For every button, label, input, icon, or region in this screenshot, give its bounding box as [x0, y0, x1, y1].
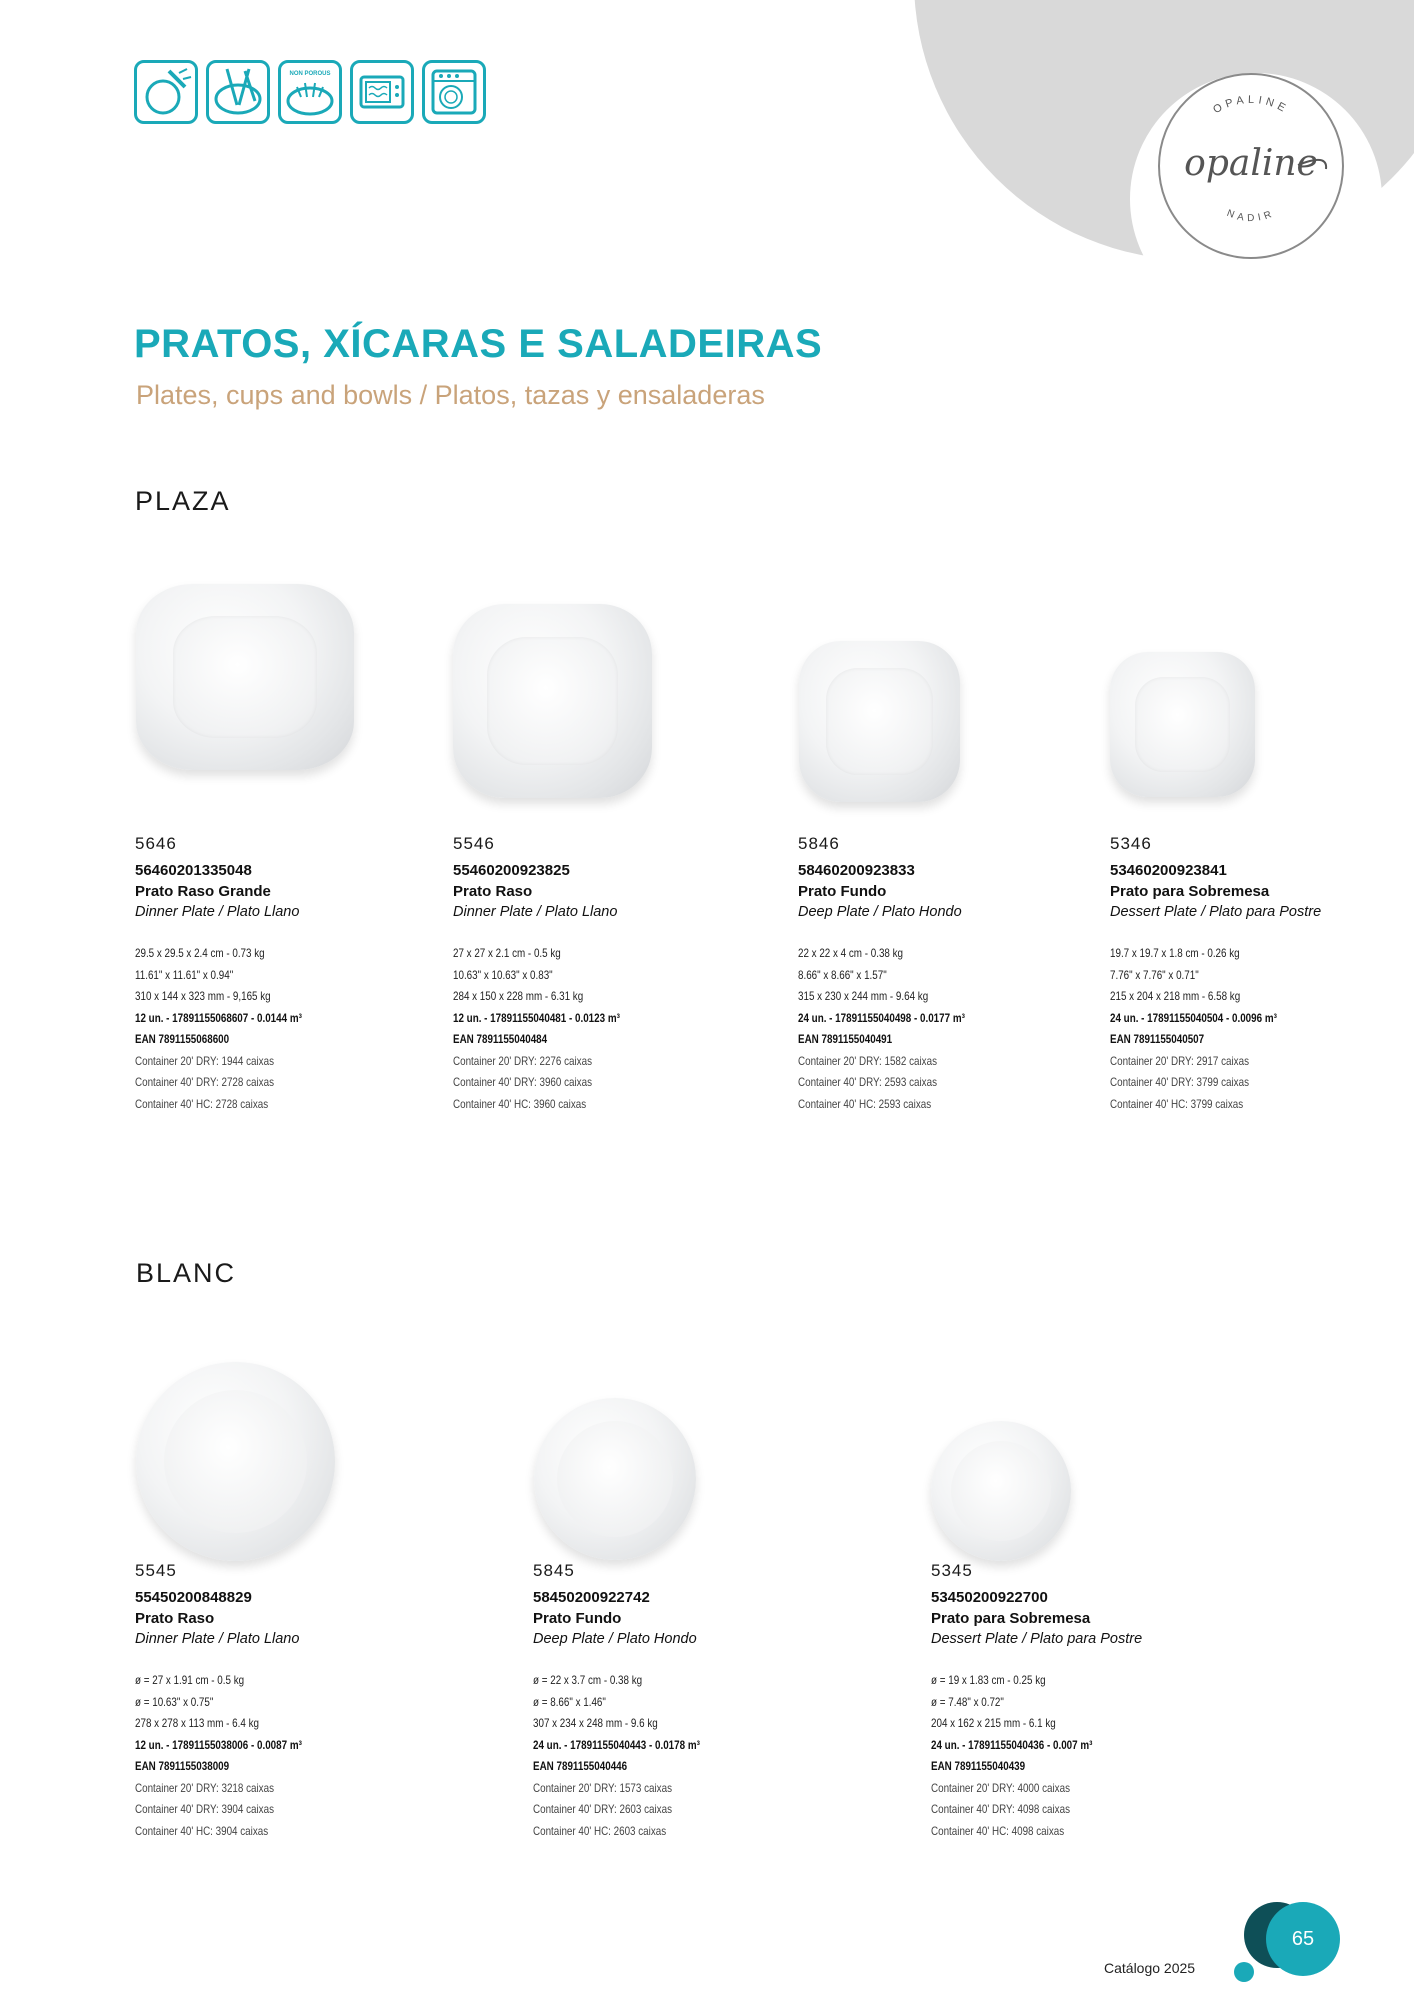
- product-translation: Deep Plate / Plato Hondo: [798, 904, 962, 920]
- non-porous-label: NON POROUS: [289, 71, 331, 77]
- product-ref: 58460200923833: [798, 862, 915, 879]
- spec-ean: EAN 7891155040484: [453, 1032, 548, 1046]
- spec-container-40hc: Container 40' HC: 4098 caixas: [931, 1823, 1065, 1838]
- non-porous-icon: [278, 60, 342, 124]
- product-card-5845[interactable]: [533, 1561, 833, 1842]
- spec-container-20: Container 20' DRY: 2276 caixas: [453, 1053, 593, 1068]
- product-ref: 58450200922742: [533, 1589, 650, 1606]
- spec-pack: 12 un. - 17891155038006 - 0.0087 m³: [135, 1737, 302, 1752]
- product-code: 5546: [453, 834, 495, 853]
- spec-box: 215 x 204 x 218 mm - 6.58 kg: [1110, 989, 1241, 1003]
- product-name: Prato para Sobremesa: [931, 1610, 1091, 1627]
- spec-dims-cm: 19.7 x 19.7 x 1.8 cm - 0.26 kg: [1110, 946, 1240, 960]
- spec-pack: 24 un. - 17891155040443 - 0.0178 m³: [533, 1737, 700, 1752]
- spec-ean: EAN 7891155040446: [533, 1759, 628, 1773]
- catalog-label: Catálogo 2025: [1104, 1960, 1196, 1976]
- product-name: Prato Fundo: [533, 1610, 622, 1627]
- spec-pack: 12 un. - 17891155040481 - 0.0123 m³: [453, 1010, 620, 1025]
- feature-icons: [134, 60, 486, 124]
- product-card-5545[interactable]: [135, 1561, 435, 1842]
- spec-container-20: Container 20' DRY: 1944 caixas: [135, 1053, 275, 1068]
- product-name: Prato para Sobremesa: [1110, 883, 1270, 900]
- spec-box: 278 x 278 x 113 mm - 6.4 kg: [135, 1716, 259, 1730]
- spec-ean: EAN 7891155040507: [1110, 1032, 1205, 1046]
- spec-box: 310 x 144 x 323 mm - 9,165 kg: [135, 989, 271, 1003]
- spec-container-40: Container 40' DRY: 2603 caixas: [533, 1802, 673, 1816]
- spec-container-20: Container 20' DRY: 1582 caixas: [798, 1053, 938, 1068]
- spec-container-20: Container 20' DRY: 3218 caixas: [135, 1780, 275, 1795]
- spec-dims-in: ø = 10.63" x 0.75": [135, 1694, 214, 1709]
- product-name: Prato Raso: [453, 883, 533, 900]
- spec-container-40: Container 40' DRY: 4098 caixas: [931, 1802, 1071, 1816]
- product-code: 5845: [533, 1561, 575, 1580]
- spec-dims-cm: 22 x 22 x 4 cm - 0.38 kg: [798, 946, 904, 960]
- product-code: 5346: [1110, 834, 1152, 853]
- brand-ring-bottom: NADIR: [1225, 207, 1277, 225]
- spec-ean: EAN 7891155040491: [798, 1032, 893, 1046]
- spec-dims-in: 7.76" x 7.76" x 0.71": [1110, 967, 1199, 982]
- spec-container-40hc: Container 40' HC: 2728 caixas: [135, 1096, 269, 1111]
- spec-dims-in: 11.61" x 11.61" x 0.94": [135, 967, 234, 982]
- line-name-plaza: PLAZA: [135, 486, 231, 516]
- spec-dims-cm: 29.5 x 29.5 x 2.4 cm - 0.73 kg: [135, 946, 265, 960]
- product-name: Prato Fundo: [798, 883, 887, 900]
- spec-ean: EAN 7891155068600: [135, 1032, 230, 1046]
- spec-container-40hc: Container 40' HC: 2603 caixas: [533, 1823, 667, 1838]
- product-card-5646[interactable]: [135, 834, 435, 1115]
- product-card-5346[interactable]: [1110, 834, 1410, 1115]
- product-code: 5345: [931, 1561, 973, 1580]
- spec-box: 284 x 150 x 228 mm - 6.31 kg: [453, 989, 584, 1003]
- product-translation: Deep Plate / Plato Hondo: [533, 1631, 697, 1647]
- product-card-5546[interactable]: [453, 834, 753, 1115]
- product-ref: 55450200848829: [135, 1589, 252, 1606]
- dishwasher-safe-icon: [134, 60, 198, 124]
- spec-container-40: Container 40' DRY: 3960 caixas: [453, 1075, 593, 1089]
- product-ref: 55460200923825: [453, 862, 570, 879]
- spec-dims-in: 10.63" x 10.63" x 0.83": [453, 967, 553, 982]
- brand-logo-text: opaline: [1184, 143, 1318, 184]
- spec-container-20: Container 20' DRY: 2917 caixas: [1110, 1053, 1250, 1068]
- line-name-blanc: BLANC: [136, 1258, 237, 1288]
- spec-dims-in: ø = 8.66" x 1.46": [533, 1694, 606, 1709]
- product-code: 5545: [135, 1561, 177, 1580]
- spec-dims-cm: 27 x 27 x 2.1 cm - 0.5 kg: [453, 946, 561, 960]
- svg-text:OPALINE: [1211, 94, 1291, 116]
- product-code: 5646: [135, 834, 177, 853]
- product-ref: 53460200923841: [1110, 862, 1227, 879]
- dishwasher-rack-icon: [422, 60, 486, 124]
- product-image-5545: [136, 1362, 335, 1561]
- spec-pack: 24 un. - 17891155040436 - 0.007 m³: [931, 1737, 1093, 1752]
- page-subtitle: Plates, cups and bowls / Platos, tazas y ensaladeras: [136, 380, 765, 410]
- spec-container-40hc: Container 40' HC: 3904 caixas: [135, 1823, 269, 1838]
- spec-dims-cm: ø = 19 x 1.83 cm - 0.25 kg: [931, 1673, 1046, 1687]
- page-number: 65: [1266, 1902, 1340, 1976]
- product-ref: 56460201335048: [135, 862, 252, 879]
- product-image-5846: [799, 641, 960, 802]
- product-translation: Dinner Plate / Plato Llano: [135, 1631, 300, 1647]
- microwave-safe-icon: [350, 60, 414, 124]
- spec-container-40: Container 40' DRY: 2728 caixas: [135, 1075, 275, 1089]
- product-image-5845: [534, 1398, 696, 1560]
- utensils-safe-icon: [206, 60, 270, 124]
- spec-pack: 24 un. - 17891155040498 - 0.0177 m³: [798, 1010, 965, 1025]
- spec-container-40hc: Container 40' HC: 2593 caixas: [798, 1096, 932, 1111]
- product-image-5345: [931, 1421, 1071, 1561]
- spec-container-40: Container 40' DRY: 3904 caixas: [135, 1802, 275, 1816]
- spec-box: 315 x 230 x 244 mm - 9.64 kg: [798, 989, 929, 1003]
- product-image-5646: [136, 584, 354, 770]
- spec-ean: EAN 7891155040439: [931, 1759, 1026, 1773]
- product-name: Prato Raso Grande: [135, 883, 271, 900]
- page-dot-small-decoration: [1234, 1962, 1254, 1982]
- spec-dims-cm: ø = 27 x 1.91 cm - 0.5 kg: [135, 1673, 245, 1687]
- page-title: PRATOS, XÍCARAS E SALADEIRAS: [134, 322, 823, 366]
- spec-dims-in: 8.66" x 8.66" x 1.57": [798, 967, 887, 982]
- product-translation: Dessert Plate / Plato para Postre: [931, 1631, 1143, 1647]
- product-card-5345[interactable]: [931, 1561, 1231, 1842]
- spec-dims-in: ø = 7.48" x 0.72": [931, 1694, 1004, 1709]
- product-translation: Dinner Plate / Plato Llano: [135, 904, 300, 920]
- product-translation: Dessert Plate / Plato para Postre: [1110, 904, 1322, 920]
- spec-pack: 12 un. - 17891155068607 - 0.0144 m³: [135, 1010, 302, 1025]
- spec-box: 204 x 162 x 215 mm - 6.1 kg: [931, 1716, 1056, 1730]
- product-translation: Dinner Plate / Plato Llano: [453, 904, 618, 920]
- spec-container-40: Container 40' DRY: 3799 caixas: [1110, 1075, 1250, 1089]
- product-image-5546: [453, 604, 652, 798]
- spec-container-40: Container 40' DRY: 2593 caixas: [798, 1075, 938, 1089]
- brand-ring-top: OPALINE: [1211, 93, 1291, 117]
- spec-ean: EAN 7891155038009: [135, 1759, 230, 1773]
- brand-logo: [1158, 73, 1344, 259]
- spec-container-20: Container 20' DRY: 4000 caixas: [931, 1780, 1071, 1795]
- spec-container-20: Container 20' DRY: 1573 caixas: [533, 1780, 673, 1795]
- product-image-5346: [1110, 652, 1255, 797]
- product-name: Prato Raso: [135, 1610, 215, 1627]
- spec-dims-cm: ø = 22 x 3.7 cm - 0.38 kg: [533, 1673, 643, 1687]
- spec-container-40hc: Container 40' HC: 3799 caixas: [1110, 1096, 1244, 1111]
- spec-pack: 24 un. - 17891155040504 - 0.0096 m³: [1110, 1010, 1277, 1025]
- svg-text:NADIR: [1225, 208, 1277, 224]
- product-card-5846[interactable]: [798, 834, 1098, 1115]
- product-ref: 53450200922700: [931, 1589, 1048, 1606]
- product-code: 5846: [798, 834, 840, 853]
- spec-container-40hc: Container 40' HC: 3960 caixas: [453, 1096, 587, 1111]
- spec-box: 307 x 234 x 248 mm - 9.6 kg: [533, 1716, 658, 1730]
